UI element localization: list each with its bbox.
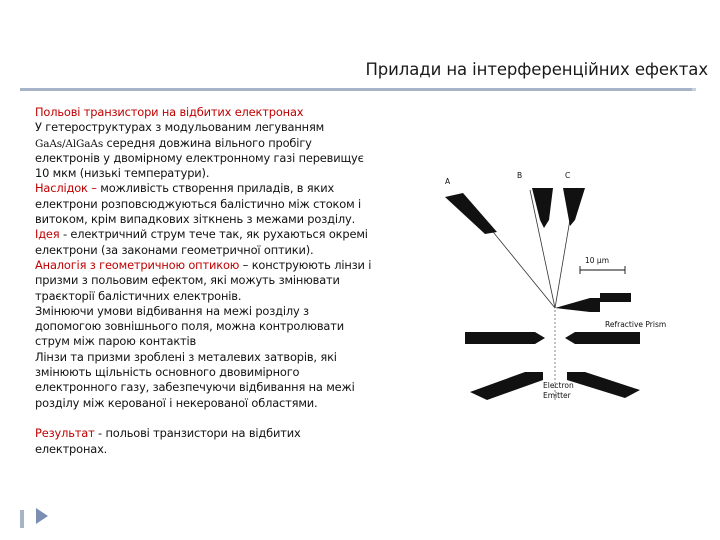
analogy-line-1: [35, 258, 420, 273]
upper-gate-right: [565, 332, 640, 344]
intro-line-3: електронів у двомірному електронному газі перевищує: [35, 150, 364, 165]
next-slide-arrow-icon[interactable]: [36, 508, 48, 524]
emitter-label-2: Emitter: [543, 391, 571, 400]
contact-a: [445, 193, 497, 234]
result-line-1: [35, 426, 420, 441]
idea-line-1: [35, 227, 420, 242]
lens-line-1: Лінзи та призми зроблені з металевих затворів, які: [35, 349, 337, 364]
consequence-label: Наслідок –: [35, 181, 97, 196]
label-a: A: [445, 177, 451, 186]
intro-line-2: [35, 136, 420, 151]
refractive-prism: [555, 293, 631, 312]
result-line-2: електронах.: [35, 441, 108, 456]
idea-label: Ідея: [35, 227, 60, 242]
intro-line-2-text: середня довжина вільного пробігу: [103, 135, 312, 150]
change-line-3: струм між парою контактів: [35, 334, 197, 349]
slide-title: Прилади на інтерференційних ефектах: [365, 60, 708, 79]
body-text: [35, 105, 420, 457]
label-b: B: [517, 171, 523, 180]
intro-formula: GaAs/AlGaAs: [35, 137, 104, 150]
idea-line-2: електрони (за законами геометричної оптики).: [35, 242, 314, 257]
lens-line-2: змінюють щільність основного двовимірного: [35, 365, 300, 380]
emitter-gate-right: [567, 372, 640, 398]
consequence-text: можливість створення приладів, в яких: [96, 181, 335, 196]
footer-divider: [20, 510, 24, 528]
contact-c: [563, 188, 585, 226]
emitter-label-1: Electron: [543, 381, 574, 390]
intro-line-4: 10 мкм (низькі температури).: [35, 166, 210, 181]
section-heading: Польові транзистори на відбитих електронах: [35, 105, 304, 119]
change-line-2: допомогою зовнішнього поля, можна контролювати: [35, 319, 344, 334]
analogy-text: – конструюють лінзи і: [239, 257, 372, 272]
lens-line-4: розділу між керованої і некерованої областями.: [35, 395, 318, 410]
upper-gate-left: [465, 332, 545, 344]
change-line-1: Змінюючи умови відбивання на межі розділу з: [35, 303, 309, 318]
lens-line-3: електронного газу, забезпечуючи відбивання на межі: [35, 380, 355, 395]
title-divider-tip: [692, 88, 696, 91]
result-label: Результат: [35, 426, 95, 441]
prism-transistor-diagram: [425, 160, 715, 410]
consequence-line-2: електрони розповсюджуються балістично між стоком і: [35, 196, 362, 211]
intro-line-1: У гетероструктурах з модульованим легуванням: [35, 120, 325, 135]
analogy-line-2: призми з польовим ефектом, які можуть змінювати: [35, 273, 340, 288]
consequence-line-1: [35, 181, 420, 196]
contact-b: [532, 188, 553, 228]
analogy-label: Аналогія з геометричною оптикою: [35, 257, 240, 272]
consequence-line-3: витоком, крім випадкових зіткнень з межами розділу.: [35, 212, 356, 227]
idea-text: - електричний струм тече так, як рухаються окремі: [59, 227, 368, 242]
result-text: - польові транзистори на відбитих: [94, 426, 301, 441]
scale-label: 10 μm: [585, 256, 610, 265]
prism-label: Refractive Prism: [605, 320, 667, 329]
title-divider: [20, 88, 692, 91]
emitter-gate-left: [470, 372, 543, 400]
spacer: [35, 411, 420, 426]
label-c: C: [565, 171, 571, 180]
analogy-line-3: траєкторії балістичних електронів.: [35, 288, 242, 303]
